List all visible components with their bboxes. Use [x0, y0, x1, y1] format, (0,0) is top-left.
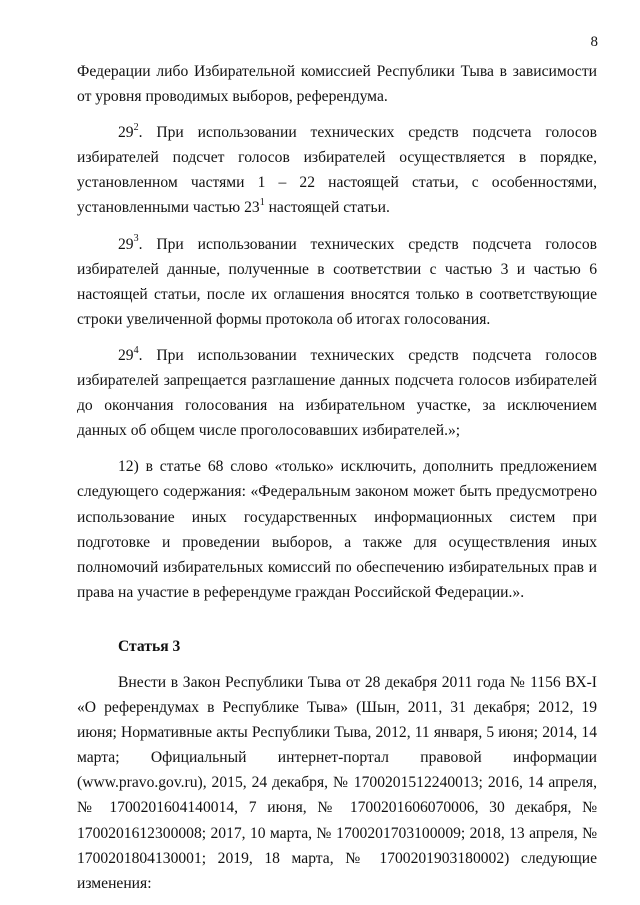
- paragraph-29-3: [77, 232, 597, 332]
- paragraph-29-2: [77, 120, 597, 220]
- clause-number: 29: [118, 124, 134, 142]
- clause-superscript: 2: [133, 122, 139, 133]
- paragraph-29-4: [77, 343, 597, 443]
- document-body: [77, 59, 597, 896]
- article-heading: Статья 3: [118, 637, 181, 655]
- clause-text: . При использовании технических средств подсчета голосов избирателей подсчет голосов избирателей осуществляется в порядке, установленном частями 1 – 22 настоящей статьи, с особенностями, установленными частью 23: [77, 124, 597, 217]
- paragraph-item-12: 12) в статье 68 слово «только» исключить, дополнить предложением следующего содержания: «Федеральным законом может быть предусмотрено использование иных государственных информационных систем при подготовке и проведении выборов, а также для осуществления иных полномочий избирательных комиссий по обеспечению избирательных прав и права на участие в референдуме граждан Российской Федерации.».: [77, 458, 597, 601]
- clause-text: . При использовании технических средств подсчета голосов избирателей данные, полученные в соответствии с частью 3 и частью 6 настоящей статьи, после их оглашения вносятся только в соответствующие строки увеличенной формы протокола об итогах голосования.: [77, 235, 597, 328]
- paragraph-continuation: Федерации либо Избирательной комиссией Республики Тыва в зависимости от уровня проводимых выборов, референдума.: [77, 63, 597, 106]
- page-number: 8: [590, 34, 598, 50]
- clause-number: 29: [118, 346, 134, 364]
- clause-superscript: 4: [133, 344, 139, 356]
- part-superscript: 1: [259, 197, 265, 209]
- clause-number: 29: [118, 235, 134, 253]
- clause-tail: настоящей статьи.: [264, 199, 390, 217]
- clause-text: . При использовании технических средств подсчета голосов избирателей запрещается разглашение данных подсчета голосов избирателей до окончания голосования на избирательном участке, за исключением данных об общем числе проголосовавших избирателей.»;: [77, 346, 597, 440]
- clause-superscript: 3: [133, 233, 139, 245]
- paragraph-article-3: Внести в Закон Республики Тыва от 28 декабря 2011 года № 1156 ВХ-I «О референдумах в Республике Тыва» (Шын, 2011, 31 декабря; 2012, 19 июня; Нормативные акты Республики Тыва, 2012, 11 января, 5 июня; 2014, 14 марта; Официальный интернет-портал правовой информации (www.pravo.gov.ru), 2015, 24 декабря, № 1700201512240013; 2016, 14 апреля, № 1700201604140014, 7 июня, № 1700201606070006, 30 декабря, № 1700201612300008; 2017, 10 марта, № 1700201703100009; 2018, 13 апреля, № 1700201804130001; 2019, 18 марта, № 1700201903180002) следующие изменения:: [77, 673, 597, 892]
